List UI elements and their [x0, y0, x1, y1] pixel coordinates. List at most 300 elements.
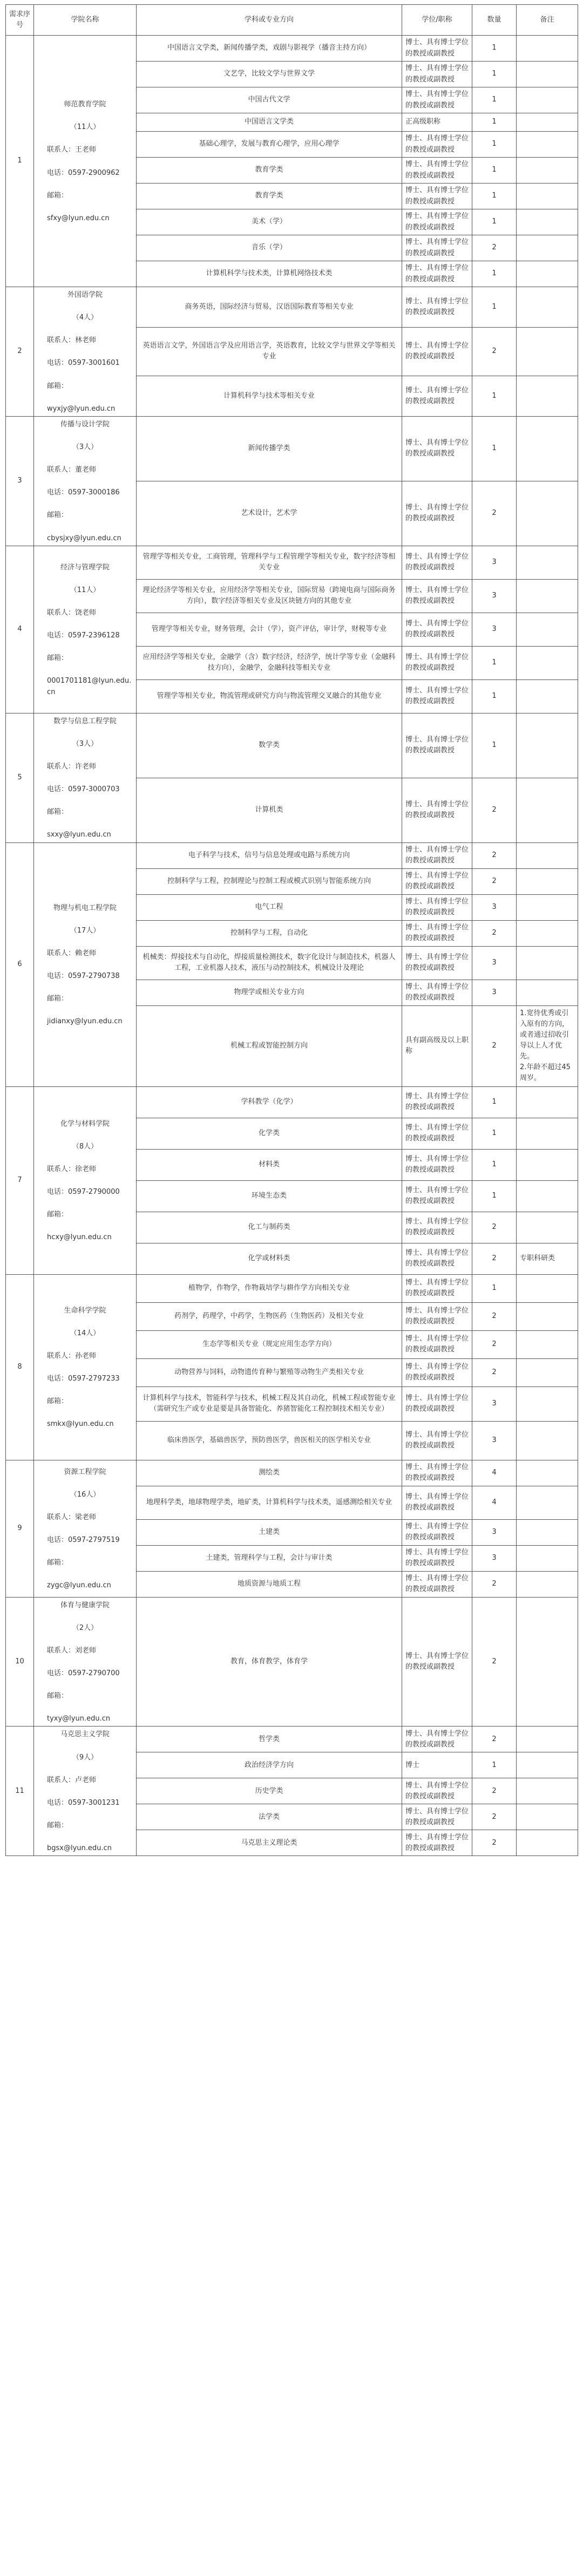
table-row: [6, 287, 578, 328]
email-link[interactable]: zygc@lyun.edu.cn: [47, 1581, 111, 1590]
email-link[interactable]: sfxy@lyun.edu.cn: [47, 214, 110, 222]
note-cell: [517, 842, 578, 868]
header-major: 学科或专业方向: [137, 5, 402, 36]
qualification-cell: 博士、具有博士学位的教授或副教授: [402, 132, 472, 158]
qualification-cell: 博士、具有博士学位的教授或副教授: [402, 327, 472, 376]
major-cell: 物理学或相关专业方向: [137, 980, 402, 1005]
major-cell: 化工与制药类: [137, 1212, 402, 1243]
major-cell: 中国语言文学类: [137, 113, 402, 132]
spacer: [37, 453, 133, 465]
spacer: [37, 936, 133, 948]
count-cell: 4: [472, 1486, 517, 1519]
major-cell: 英语语言文学，外国语言学及应用语言学，英语教育，比较文学与世界文学等相关专业: [137, 327, 402, 376]
major-cell: 控制科学与工程，自动化: [137, 920, 402, 946]
major-cell: 学科教学（化学）: [137, 1086, 402, 1118]
qualification-cell: 博士、具有博士学位的教授或副教授: [402, 183, 472, 209]
major-cell: 临床兽医学，基础兽医学，预防兽医学，兽医相关的医学相关专业: [137, 1421, 402, 1460]
count-cell: 3: [472, 1386, 517, 1421]
note-cell: [517, 1118, 578, 1149]
email-link[interactable]: tyxy@lyun.edu.cn: [47, 1715, 111, 1723]
note-cell: [517, 646, 578, 679]
count-cell: 2: [472, 1571, 517, 1597]
note-cell: [517, 327, 578, 376]
college-count: （8人）: [72, 1142, 98, 1151]
qualification-cell: 博士、具有博士学位的教授或副教授: [402, 1149, 472, 1180]
college-name: 化学与材料学院: [60, 1119, 110, 1128]
major-cell: 环境生态类: [137, 1180, 402, 1212]
qualification-cell: 博士、具有博士学位的教授或副教授: [402, 376, 472, 417]
qualification-cell: 博士、具有博士学位的教授或副教授: [402, 416, 472, 481]
count-cell: 1: [472, 183, 517, 209]
count-cell: 2: [472, 778, 517, 842]
qualification-cell: 博士、具有博士学位的教授或副教授: [402, 1519, 472, 1545]
spacer: [37, 1198, 133, 1209]
count-cell: 1: [472, 679, 517, 713]
spacer: [37, 156, 133, 168]
qualification-cell: 博士、具有博士学位的教授或副教授: [402, 1597, 472, 1727]
spacer: [37, 1831, 133, 1843]
qualification-cell: 博士、具有博士学位的教授或副教授: [402, 1212, 472, 1243]
spacer: [37, 346, 133, 358]
spacer: [37, 475, 133, 487]
note-cell: [517, 1274, 578, 1302]
contact-person: 联系人：许老师: [47, 762, 97, 771]
contact-phone: 电话：0597-2790000: [47, 1188, 120, 1197]
qualification-cell: 博士、具有博士学位的教授或副教授: [402, 980, 472, 1005]
spacer: [37, 430, 133, 442]
count-cell: 3: [472, 1421, 517, 1460]
table-row: [6, 546, 578, 579]
note-cell: [517, 1752, 578, 1778]
email-link[interactable]: sxxy@lyun.edu.cn: [47, 831, 111, 839]
email-label: 邮箱：: [47, 1692, 69, 1701]
college-cell: [34, 1086, 137, 1274]
contact-phone: 电话：0597-2790700: [47, 1669, 120, 1677]
college-cell: [34, 416, 137, 546]
college-name: 外国语学院: [67, 291, 103, 299]
note-cell: [517, 1212, 578, 1243]
college-cell: [34, 1460, 137, 1597]
qualification-cell: 博士、具有博士学位的教授或副教授: [402, 261, 472, 287]
qualification-cell: 博士、具有博士学位的教授或副教授: [402, 613, 472, 646]
count-cell: 2: [472, 920, 517, 946]
major-cell: 土建类，管理科学与工程，会计与审计类: [137, 1545, 402, 1571]
college-cell: [34, 546, 137, 713]
count-cell: 1: [472, 713, 517, 778]
count-cell: 1: [472, 36, 517, 62]
note-cell: [517, 894, 578, 920]
note-cell: [517, 1149, 578, 1180]
note-cell: [517, 1086, 578, 1118]
spacer: [37, 1546, 133, 1558]
college-count: （11人）: [70, 586, 100, 594]
seq-cell: 1: [6, 36, 34, 287]
count-cell: 1: [472, 1180, 517, 1212]
college-count: （16人）: [70, 1490, 100, 1499]
spacer: [37, 1175, 133, 1187]
major-cell: 计算机类: [137, 778, 402, 842]
email-label: 邮箱：: [47, 995, 69, 1003]
major-cell: 基础心理学，发展与教育心理学，应用心理学: [137, 132, 402, 158]
email-link[interactable]: smkx@lyun.edu.cn: [47, 1420, 114, 1429]
qualification-cell: 博士、具有博士学位的教授或副教授: [402, 679, 472, 713]
contact-person: 联系人：孙老师: [47, 1351, 97, 1360]
table-row: [6, 1274, 578, 1302]
count-cell: 1: [472, 1149, 517, 1180]
college-name: 数学与信息工程学院: [53, 717, 117, 725]
major-cell: 教育学类: [137, 158, 402, 183]
seq-cell: 4: [6, 546, 34, 713]
spacer: [37, 959, 133, 971]
college-cell: [34, 1727, 137, 1856]
major-cell: 地质资源与地质工程: [137, 1571, 402, 1597]
major-cell: 电子科学与技术，信号与信息处理或电路与系统方向: [137, 842, 402, 868]
major-cell: 机械类：焊接技术与自动化，焊接质量检测技术，数字化设计与制造技术，机器人工程，工业机器人技术，液压与动控制技术，机械设计及理论: [137, 946, 402, 980]
email-label: 邮箱：: [47, 1397, 69, 1406]
email-link[interactable]: hcxy@lyun.edu.cn: [47, 1233, 112, 1242]
major-cell: 艺术设计，艺术学: [137, 481, 402, 546]
note-cell: [517, 235, 578, 261]
count-cell: 1: [472, 1086, 517, 1118]
college-name: 生命科学学院: [64, 1306, 106, 1315]
contact-person: 联系人：董老师: [47, 466, 97, 474]
count-cell: 2: [472, 1330, 517, 1358]
spacer: [37, 369, 133, 381]
count-cell: 1: [472, 287, 517, 328]
count-cell: 3: [472, 613, 517, 646]
spacer: [37, 498, 133, 510]
major-cell: 政治经济学方向: [137, 1752, 402, 1778]
count-cell: 2: [472, 1358, 517, 1386]
note-cell: [517, 946, 578, 980]
spacer: [37, 1568, 133, 1580]
count-cell: 2: [472, 1804, 517, 1830]
major-cell: 化学类: [137, 1118, 402, 1149]
email-link[interactable]: 0001701181@lyun.edu.cn: [47, 677, 132, 696]
major-cell: 计算机科学与技术等相关专业: [137, 376, 402, 417]
qualification-cell: 博士、具有博士学位的教授或副教授: [402, 1086, 472, 1118]
qualification-cell: 博士、具有博士学位的教授或副教授: [402, 1274, 472, 1302]
major-cell: 地理科学类，地球物理学类，地矿类，计算机科学与技术类，遥感测绘相关专业: [137, 1486, 402, 1519]
note-cell: [517, 87, 578, 113]
recruitment-table: [5, 4, 578, 1856]
qualification-cell: 博士、具有博士学位的教授或副教授: [402, 1180, 472, 1212]
contact-phone: 电话：0597-3001231: [47, 1798, 120, 1807]
note-cell: [517, 920, 578, 946]
qualification-cell: 博士、具有博士学位的教授或副教授: [402, 842, 472, 868]
note-cell: [517, 1778, 578, 1804]
note-cell: [517, 868, 578, 894]
college-name: 体育与健康学院: [60, 1601, 110, 1609]
contact-phone: 电话：0597-2396128: [47, 631, 120, 640]
note-cell: [517, 481, 578, 546]
qualification-cell: 博士、具有博士学位的教授或副教授: [402, 946, 472, 980]
college-name: 师范教育学院: [64, 100, 106, 109]
major-cell: 中国语言文学类，新闻传播学类，戏剧与影视学（播音主持方向）: [137, 36, 402, 62]
spacer: [37, 1634, 133, 1646]
major-cell: 植物学，作物学，作物栽培学与耕作学方向相关专业: [137, 1274, 402, 1302]
header-count: 数量: [472, 5, 517, 36]
seq-cell: 8: [6, 1274, 34, 1460]
count-cell: 2: [472, 1302, 517, 1330]
header-note: 备注: [517, 5, 578, 36]
qualification-cell: 博士、具有博士学位的教授或副教授: [402, 920, 472, 946]
qualification-cell: 博士、具有博士学位的教授或副教授: [402, 868, 472, 894]
spacer: [37, 133, 133, 145]
count-cell: 1: [472, 87, 517, 113]
spacer: [37, 1220, 133, 1232]
count-cell: 3: [472, 1545, 517, 1571]
spacer: [37, 179, 133, 191]
count-cell: 1: [472, 209, 517, 235]
email-link[interactable]: bgsx@lyun.edu.cn: [47, 1844, 112, 1853]
qualification-cell: 博士、具有博士学位的教授或副教授: [402, 62, 472, 87]
seq-cell: 9: [6, 1460, 34, 1597]
count-cell: 3: [472, 946, 517, 980]
contact-phone: 电话：0597-3000703: [47, 785, 120, 794]
qualification-cell: 博士、具有博士学位的教授或副教授: [402, 36, 472, 62]
qualification-cell: 博士、具有博士学位的教授或副教授: [402, 646, 472, 679]
qualification-cell: 博士、具有博士学位的教授或副教授: [402, 1571, 472, 1597]
contact-person: 联系人：饶老师: [47, 608, 97, 617]
email-label: 邮箱：: [47, 191, 69, 200]
qualification-cell: 博士、具有博士学位的教授或副教授: [402, 1330, 472, 1358]
note-cell: [517, 416, 578, 481]
note-cell: [517, 158, 578, 183]
count-cell: 3: [472, 579, 517, 613]
college-name: 物理与机电工程学院: [53, 903, 117, 912]
contact-person: 联系人：刘老师: [47, 1646, 97, 1655]
qualification-cell: 博士、具有博士学位的教授或副教授: [402, 1778, 472, 1804]
count-cell: 1: [472, 646, 517, 679]
table-header-row: [6, 5, 578, 36]
note-cell: [517, 132, 578, 158]
count-cell: 2: [472, 1597, 517, 1727]
seq-cell: 10: [6, 1597, 34, 1727]
contact-phone: 电话：0597-3001601: [47, 359, 120, 368]
qualification-cell: 博士、具有博士学位的教授或副教授: [402, 894, 472, 920]
count-cell: 2: [472, 1005, 517, 1086]
table-row: [6, 842, 578, 868]
college-cell: [34, 713, 137, 842]
note-cell: [517, 1830, 578, 1856]
major-cell: 哲学类: [137, 1727, 402, 1752]
major-cell: 教育，体育教学，体育学: [137, 1597, 402, 1727]
contact-phone: 电话：0597-2797233: [47, 1375, 120, 1383]
college-cell: [34, 842, 137, 1086]
note-cell: [517, 1386, 578, 1421]
major-cell: 应用经济学等相关专业，金融学（含）数字经济，经济学，统计学等专业（金融科技方向），金融学，金融科技等相关专业: [137, 646, 402, 679]
header-college: 学院名称: [34, 5, 137, 36]
count-cell: 2: [472, 481, 517, 546]
spacer: [37, 1407, 133, 1419]
count-cell: 2: [472, 235, 517, 261]
count-cell: 1: [472, 158, 517, 183]
count-cell: 2: [472, 842, 517, 868]
qualification-cell: 博士、具有博士学位的教授或副教授: [402, 1421, 472, 1460]
college-cell: [34, 1597, 137, 1727]
count-cell: 3: [472, 980, 517, 1005]
count-cell: 4: [472, 1460, 517, 1486]
count-cell: 2: [472, 1212, 517, 1243]
major-cell: 法学类: [137, 1804, 402, 1830]
college-name: 资源工程学院: [64, 1467, 106, 1476]
spacer: [37, 392, 133, 404]
spacer: [37, 596, 133, 608]
email-link[interactable]: wyxjy@lyun.edu.cn: [47, 404, 116, 413]
spacer: [37, 1809, 133, 1820]
college-count: （11人）: [70, 123, 100, 132]
spacer: [37, 982, 133, 994]
note-cell: [517, 1545, 578, 1571]
college-name: 经济与管理学院: [60, 563, 110, 572]
spacer: [37, 1500, 133, 1512]
count-cell: 1: [472, 1752, 517, 1778]
major-cell: 文艺学，比较文学与世界文学: [137, 62, 402, 87]
spacer: [37, 1611, 133, 1623]
spacer: [37, 1152, 133, 1164]
email-label: 邮箱：: [47, 654, 69, 663]
qualification-cell: 博士、具有博士学位的教授或副教授: [402, 1386, 472, 1421]
count-cell: 2: [472, 868, 517, 894]
note-cell: [517, 1727, 578, 1752]
spacer: [37, 1339, 133, 1351]
college-count: （14人）: [70, 1329, 100, 1337]
note-cell: [517, 1460, 578, 1486]
contact-person: 联系人：赖老师: [47, 949, 97, 957]
contact-phone: 电话：0597-2790738: [47, 972, 120, 981]
spacer: [37, 1004, 133, 1016]
note-cell: [517, 62, 578, 87]
college-cell: [34, 287, 137, 417]
note-cell: [517, 36, 578, 62]
note-cell: 1.宽待优秀或引入原有的方向，或者通过招收引导以上人才优先。 2.年龄不超过45周岁。: [517, 1005, 578, 1086]
note-cell: [517, 1571, 578, 1597]
college-name: 传播与设计学院: [60, 420, 110, 429]
qualification-cell: 博士、具有博士学位的教授或副教授: [402, 1302, 472, 1330]
spacer: [37, 1786, 133, 1798]
spacer: [37, 727, 133, 739]
qualification-cell: 博士、具有博士学位的教授或副教授: [402, 713, 472, 778]
spacer: [37, 795, 133, 807]
note-cell: [517, 778, 578, 842]
note-cell: [517, 183, 578, 209]
spacer: [37, 301, 133, 312]
count-cell: 2: [472, 1830, 517, 1856]
note-cell: [517, 579, 578, 613]
major-cell: 机械工程或智能控制方向: [137, 1005, 402, 1086]
qualification-cell: 博士、具有博士学位的教授或副教授: [402, 235, 472, 261]
spacer: [37, 1523, 133, 1535]
spacer: [37, 1130, 133, 1141]
major-cell: 马克思主义理论类: [137, 1830, 402, 1856]
seq-cell: 7: [6, 1086, 34, 1274]
table-row: [6, 416, 578, 481]
college-count: （4人）: [72, 314, 98, 322]
college-count: （3人）: [72, 739, 98, 748]
count-cell: 1: [472, 1118, 517, 1149]
note-cell: [517, 1519, 578, 1545]
major-cell: 电气工程: [137, 894, 402, 920]
email-link[interactable]: cbysjxy@lyun.edu.cn: [47, 534, 121, 542]
note-cell: [517, 261, 578, 287]
major-cell: 土建类: [137, 1519, 402, 1545]
qualification-cell: 博士、具有博士学位的教授或副教授: [402, 287, 472, 328]
email-label: 邮箱：: [47, 1559, 69, 1567]
qualification-cell: 博士、具有博士学位的教授或副教授: [402, 1358, 472, 1386]
email-link[interactable]: jidianxy@lyun.edu.cn: [47, 1017, 123, 1026]
note-cell: [517, 613, 578, 646]
college-count: （3人）: [72, 443, 98, 451]
note-cell: [517, 1421, 578, 1460]
major-cell: 管理学等相关专业，物流管理或研究方向与物流管理交叉融合的其他专业: [137, 679, 402, 713]
qualification-cell: 博士、具有博士学位的教授或副教授: [402, 546, 472, 579]
count-cell: 3: [472, 1519, 517, 1545]
email-label: 邮箱：: [47, 1821, 69, 1830]
major-cell: 测绘类: [137, 1460, 402, 1486]
note-cell: [517, 287, 578, 328]
spacer: [37, 1316, 133, 1328]
note-cell: [517, 1330, 578, 1358]
qualification-cell: 博士、具有博士学位的教授或副教授: [402, 1727, 472, 1752]
note-cell: [517, 209, 578, 235]
note-cell: [517, 1180, 578, 1212]
email-label: 邮箱：: [47, 1211, 69, 1219]
note-cell: [517, 1302, 578, 1330]
contact-person: 联系人：卢老师: [47, 1776, 97, 1784]
header-seq: 需求序号: [6, 5, 34, 36]
spacer: [37, 1656, 133, 1668]
seq-cell: 3: [6, 416, 34, 546]
count-cell: 1: [472, 261, 517, 287]
college-cell: [34, 36, 137, 287]
contact-phone: 电话：0597-3000186: [47, 488, 120, 497]
qualification-cell: 博士、具有博士学位的教授或副教授: [402, 481, 472, 546]
major-cell: 管理学等相关专业，工商管理，管理科学与工程管理学等相关专业，数字经济等相关专业: [137, 546, 402, 579]
note-cell: [517, 980, 578, 1005]
email-label: 邮箱：: [47, 382, 69, 390]
spacer: [37, 323, 133, 335]
spacer: [37, 618, 133, 630]
count-cell: 3: [472, 546, 517, 579]
college-cell: [34, 1274, 137, 1460]
major-cell: 理论经济学等相关专业，应用经济学等相关专业，国际贸易（跨境电商与国际商务方向），数字经济等相关专业及区块链方向的其他专业: [137, 579, 402, 613]
spacer: [37, 818, 133, 830]
table-row: [6, 1460, 578, 1486]
note-cell: 专职科研类: [517, 1243, 578, 1274]
major-cell: 数学类: [137, 713, 402, 778]
major-cell: 生态学等相关专业（规定应用生态学方向）: [137, 1330, 402, 1358]
qualification-cell: 博士: [402, 1752, 472, 1778]
major-cell: 管理学等相关专业，财务管理，会计（学），资产评估，审计学，财税等专业: [137, 613, 402, 646]
note-cell: [517, 679, 578, 713]
qualification-cell: 正高级职称: [402, 113, 472, 132]
major-cell: 材料类: [137, 1149, 402, 1180]
table-body: [6, 36, 578, 1856]
note-cell: [517, 1486, 578, 1519]
college-count: （9人）: [72, 1753, 98, 1762]
header-qualification: 学位/职称: [402, 5, 472, 36]
spacer: [37, 1478, 133, 1490]
note-cell: [517, 376, 578, 417]
seq-cell: 6: [6, 842, 34, 1086]
spacer: [37, 1763, 133, 1775]
qualification-cell: 博士、具有博士学位的教授或副教授: [402, 87, 472, 113]
note-cell: [517, 1358, 578, 1386]
qualification-cell: 博士、具有博士学位的教授或副教授: [402, 1804, 472, 1830]
count-cell: 1: [472, 416, 517, 481]
note-cell: [517, 546, 578, 579]
